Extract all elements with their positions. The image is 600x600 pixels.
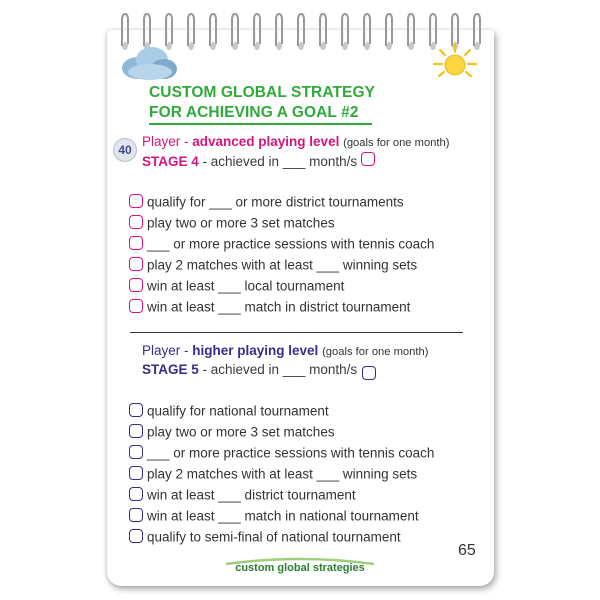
spiral-coil	[276, 14, 282, 50]
spiral-coil	[342, 14, 348, 50]
checkbox[interactable]	[129, 466, 143, 480]
checklist-item-label: qualify for national tournament	[147, 403, 329, 419]
spiral-coil	[210, 14, 216, 50]
checklist-item-label: qualify to semi-final of national tournament	[147, 529, 401, 545]
spiral-coil	[298, 14, 304, 50]
checkbox[interactable]	[129, 529, 143, 543]
checkbox[interactable]	[129, 445, 143, 459]
checklist-item-label: ___ or more practice sessions with tennis coach	[147, 236, 435, 252]
spiral-coil	[254, 14, 260, 50]
section5-note: (goals for one month)	[322, 346, 429, 358]
section4-stage-label: STAGE 4	[142, 154, 199, 169]
checklist-item	[129, 402, 329, 420]
checklist-item	[129, 528, 401, 546]
spiral-coil	[188, 14, 194, 50]
checkbox[interactable]	[129, 424, 143, 438]
page-title-line-1: CUSTOM GLOBAL STRATEGY	[149, 84, 376, 101]
checklist-item	[129, 465, 417, 483]
checklist-item-label: qualify for ___ or more district tournaments	[147, 194, 404, 210]
footer-label: custom global strategies	[235, 562, 365, 574]
checkbox[interactable]	[129, 236, 143, 250]
spiral-coil	[364, 14, 370, 50]
checkbox[interactable]	[129, 215, 143, 229]
checklist-item	[129, 193, 404, 211]
section4-stage-text: - achieved in ___ month/s	[198, 154, 358, 169]
checklist-item	[129, 298, 410, 316]
sun-icon	[430, 40, 480, 80]
checkbox[interactable]	[129, 299, 143, 313]
checkbox[interactable]	[129, 194, 143, 208]
checklist-item-label: ___ or more practice sessions with tennis coach	[147, 445, 435, 461]
checklist-item	[129, 277, 344, 295]
spiral-binding	[0, 0, 600, 80]
section5-stage-checkbox[interactable]	[362, 366, 376, 380]
checklist-item	[129, 507, 419, 525]
section4-level: advanced playing level	[192, 134, 340, 149]
page-title-line-2: FOR ACHIEVING A GOAL #2	[149, 104, 359, 121]
spiral-coil	[232, 14, 238, 50]
section5-stage-label: STAGE 5	[142, 362, 199, 377]
checklist-item	[129, 486, 356, 504]
section5-level: higher playing level	[192, 343, 319, 358]
checkbox[interactable]	[129, 487, 143, 501]
checklist-item	[129, 423, 335, 441]
spiral-coil	[320, 14, 326, 50]
checklist-item-label: play two or more 3 set matches	[147, 424, 335, 440]
section5-stage-text: - achieved in ___ month/s	[198, 362, 358, 377]
cloud-icon	[118, 42, 180, 82]
section5-player-prefix: Player -	[142, 343, 193, 358]
checkbox[interactable]	[129, 278, 143, 292]
checkbox[interactable]	[129, 257, 143, 271]
section4-note: (goals for one month)	[343, 137, 450, 149]
checklist-item	[129, 256, 417, 274]
checklist-item-label: win at least ___ match in national tournament	[147, 508, 419, 524]
spiral-coil	[386, 14, 392, 50]
checkbox[interactable]	[129, 508, 143, 522]
section4-player-prefix: Player -	[142, 134, 193, 149]
section-divider	[130, 332, 463, 333]
section4-stage-checkbox[interactable]	[361, 152, 375, 166]
section4-stage-line	[142, 154, 357, 169]
checklist-item-label: play 2 matches with at least ___ winning sets	[147, 466, 418, 482]
checklist-item	[129, 444, 434, 462]
checklist-item-label: win at least ___ local tournament	[147, 278, 345, 294]
section4-player-line	[142, 134, 449, 149]
section5-stage-line	[142, 362, 357, 377]
checkbox[interactable]	[129, 403, 143, 417]
checklist-item	[129, 235, 434, 253]
checklist-item	[129, 214, 335, 232]
page-number: 65	[458, 542, 476, 559]
checklist-item-label: play 2 matches with at least ___ winning sets	[147, 257, 418, 273]
page-badge: 40	[113, 138, 137, 162]
checklist-item-label: win at least ___ district tournament	[147, 487, 356, 503]
section5-player-line	[142, 343, 428, 358]
title-underline	[149, 123, 372, 125]
spiral-coil	[408, 14, 414, 50]
checklist-item-label: play two or more 3 set matches	[147, 215, 335, 231]
checklist-item-label: win at least ___ match in district tournament	[147, 299, 411, 315]
